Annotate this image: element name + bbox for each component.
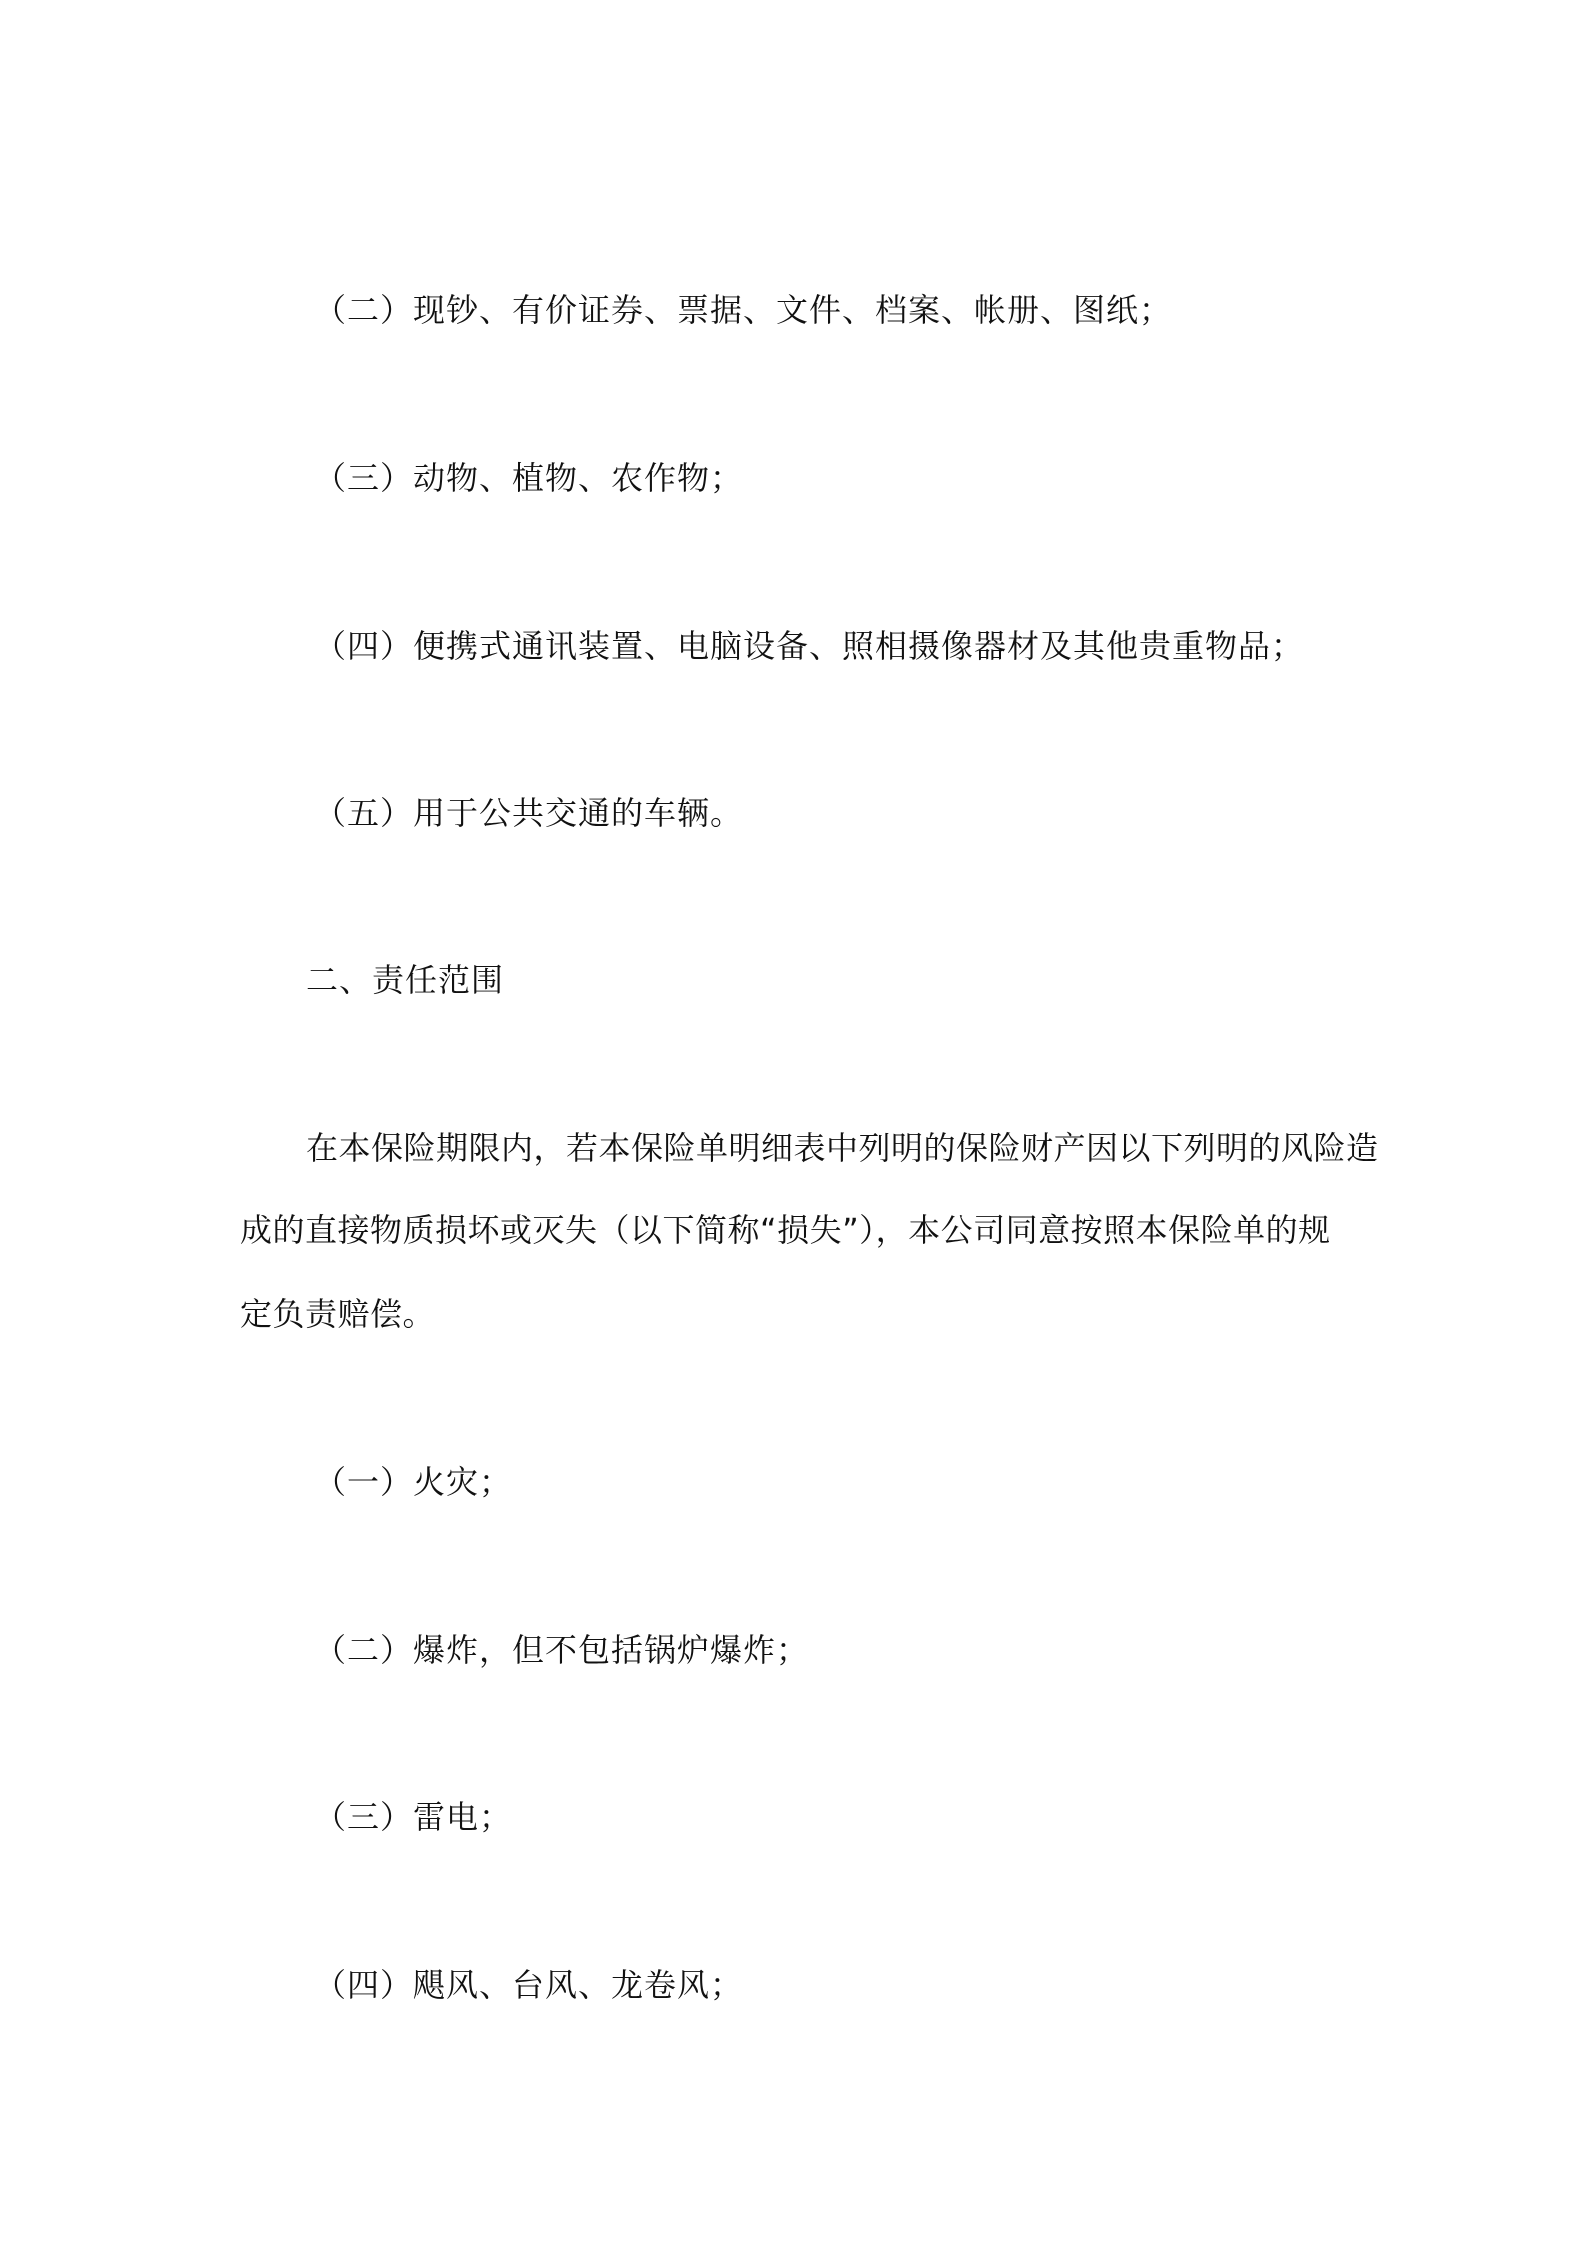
paragraph-line-1: 在本保险期限内，若本保险单明细表中列明的保险财产因以下列明的风险造 — [306, 1129, 1379, 1167]
exclusion-item-3: （三）动物、植物、农作物； — [314, 459, 744, 497]
peril-item-4: （四）飓风、台风、龙卷风； — [314, 1966, 744, 2004]
peril-item-3: （三）雷电； — [314, 1798, 513, 1836]
paragraph-line-3: 定负责赔偿。 — [240, 1295, 436, 1333]
exclusion-item-2: （二）现钞、有价证券、票据、文件、档案、帐册、图纸； — [314, 291, 1173, 329]
exclusion-item-5: （五）用于公共交通的车辆。 — [314, 794, 744, 832]
exclusion-item-4: （四）便携式通讯装置、电脑设备、照相摄像器材及其他贵重物品； — [314, 627, 1305, 665]
paragraph-line-2: 成的直接物质损坏或灭失（以下简称“损失”），本公司同意按照本保险单的规 — [240, 1211, 1331, 1249]
section-heading: 二、责任范围 — [306, 961, 505, 999]
peril-item-2: （二）爆炸，但不包括锅炉爆炸； — [314, 1631, 810, 1669]
peril-item-1: （一）火灾； — [314, 1463, 513, 1501]
